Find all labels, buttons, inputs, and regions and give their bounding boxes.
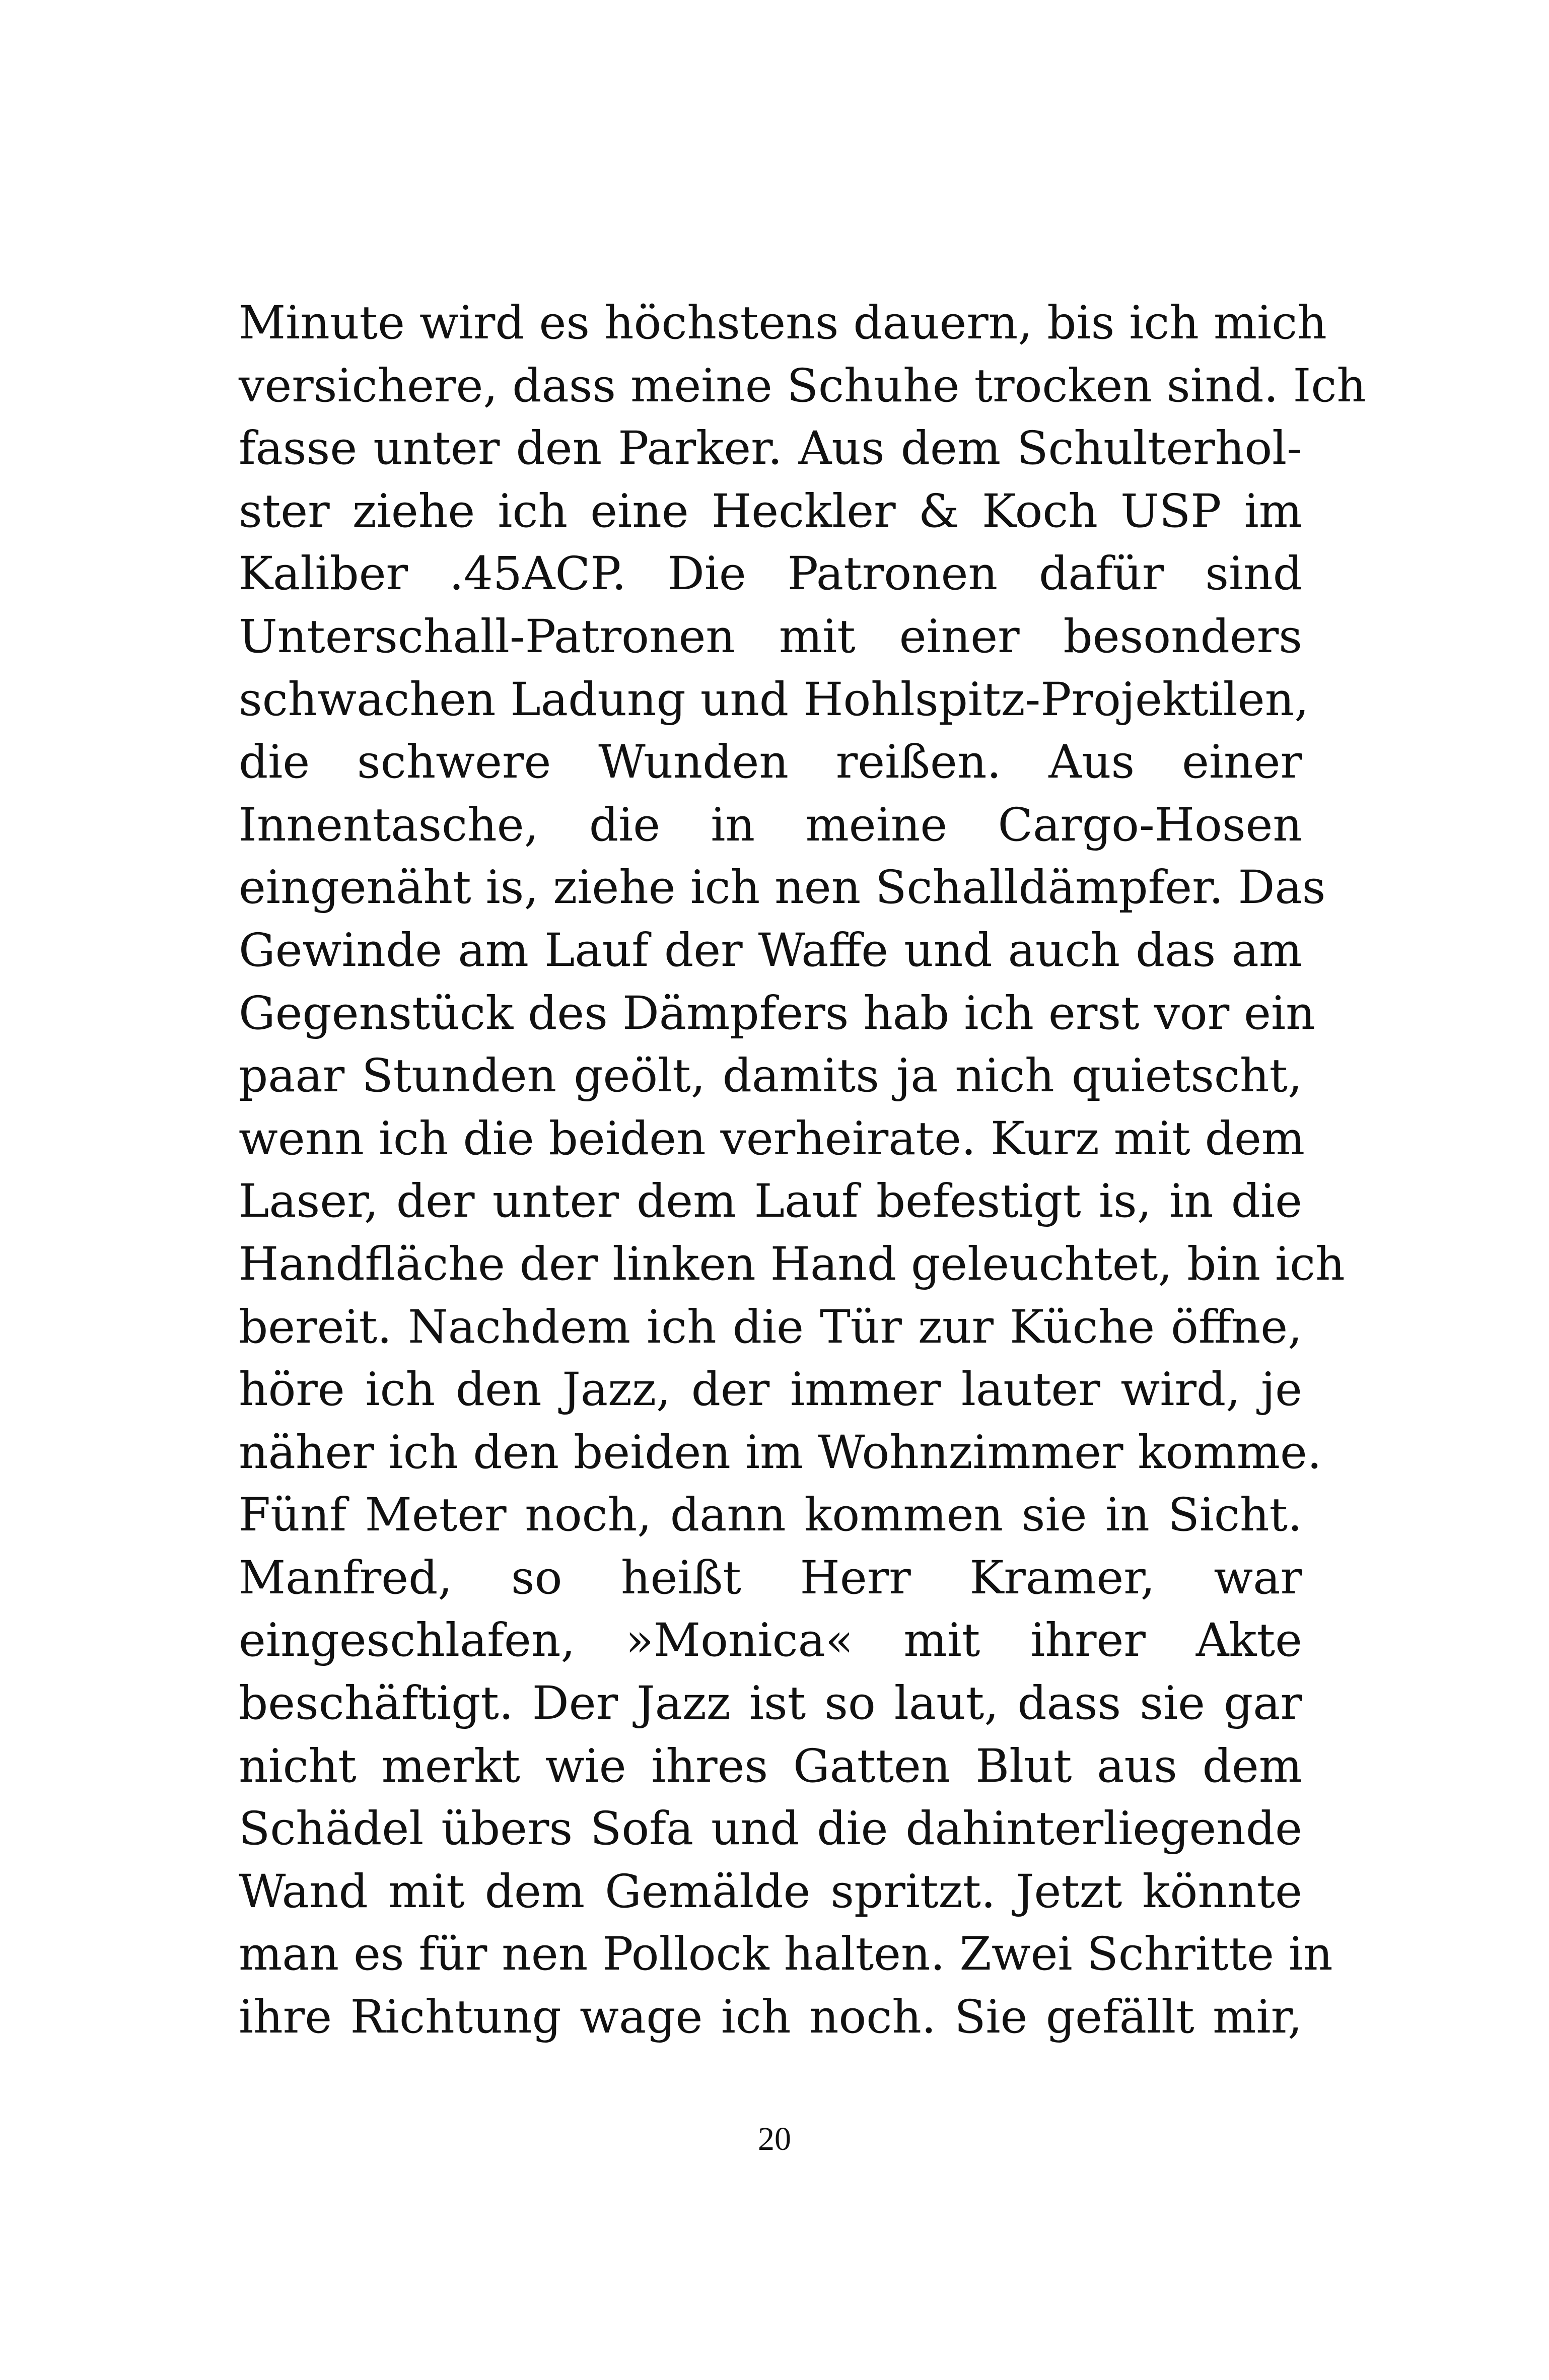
text-line: die schwere Wunden reißen. Aus einer	[239, 736, 1302, 789]
text-line: Manfred, so heißt Herr Kramer, war	[239, 1551, 1302, 1604]
text-line: Wand mit dem Gemälde spritzt. Jetzt könnte	[239, 1865, 1302, 1918]
text-line: nicht merkt wie ihres Gatten Blut aus dem	[239, 1739, 1302, 1793]
text-line: Minute wird es höchstens dauern, bis ich mich	[239, 297, 1327, 349]
text-line: ihre Richtung wage ich noch. Sie gefällt mir,	[239, 1991, 1302, 2044]
page-number: 20	[758, 2121, 791, 2157]
text-line: Gegenstück des Dämpfers hab ich erst vor ein	[239, 987, 1315, 1040]
text-line: Schädel übers Sofa und die dahinterliegende	[239, 1802, 1302, 1856]
text-line: Laser, der unter dem Lauf befestigt is, in die	[239, 1175, 1302, 1228]
text-line: eingeschlafen, »Monica« mit ihrer Akte	[239, 1614, 1302, 1667]
text-line: beschäftigt. Der Jazz ist so laut, dass sie gar	[239, 1677, 1302, 1730]
text-line: Unterschall-Patronen mit einer besonders	[239, 610, 1302, 663]
text-line: paar Stunden geölt, damits ja nich quietscht,	[239, 1049, 1302, 1103]
text-line: näher ich den beiden im Wohnzimmer komme.	[239, 1426, 1322, 1479]
text-line: Gewinde am Lauf der Waffe und auch das am	[239, 924, 1302, 977]
text-line: fasse unter den Parker. Aus dem Schulterhol-	[239, 422, 1302, 475]
text-line: man es für nen Pollock halten. Zwei Schritte in	[239, 1928, 1333, 1981]
body-text	[239, 292, 1366, 2049]
text-line: Handfläche der linken Hand geleuchtet, bin ich	[239, 1237, 1345, 1291]
text-line: ster ziehe ich eine Heckler & Koch USP im	[239, 484, 1302, 538]
text-line: wenn ich die beiden verheirate. Kurz mit dem	[239, 1112, 1305, 1165]
text-line: höre ich den Jazz, der immer lauter wird, je	[239, 1363, 1302, 1417]
text-line: bereit. Nachdem ich die Tür zur Küche öffne,	[239, 1300, 1302, 1354]
text-line: Innentasche, die in meine Cargo-Hosen	[239, 798, 1302, 852]
text-line: Fünf Meter noch, dann kommen sie in Sicht.	[239, 1489, 1302, 1542]
text-line: Kaliber .45ACP. Die Patronen dafür sind	[239, 547, 1302, 601]
text-line: schwachen Ladung und Hohlspitz-Projektilen,	[239, 673, 1309, 726]
text-line: eingenäht is, ziehe ich nen Schalldämpfer. Das	[239, 861, 1326, 915]
text-line: versichere, dass meine Schuhe trocken sind. Ich	[239, 359, 1366, 412]
